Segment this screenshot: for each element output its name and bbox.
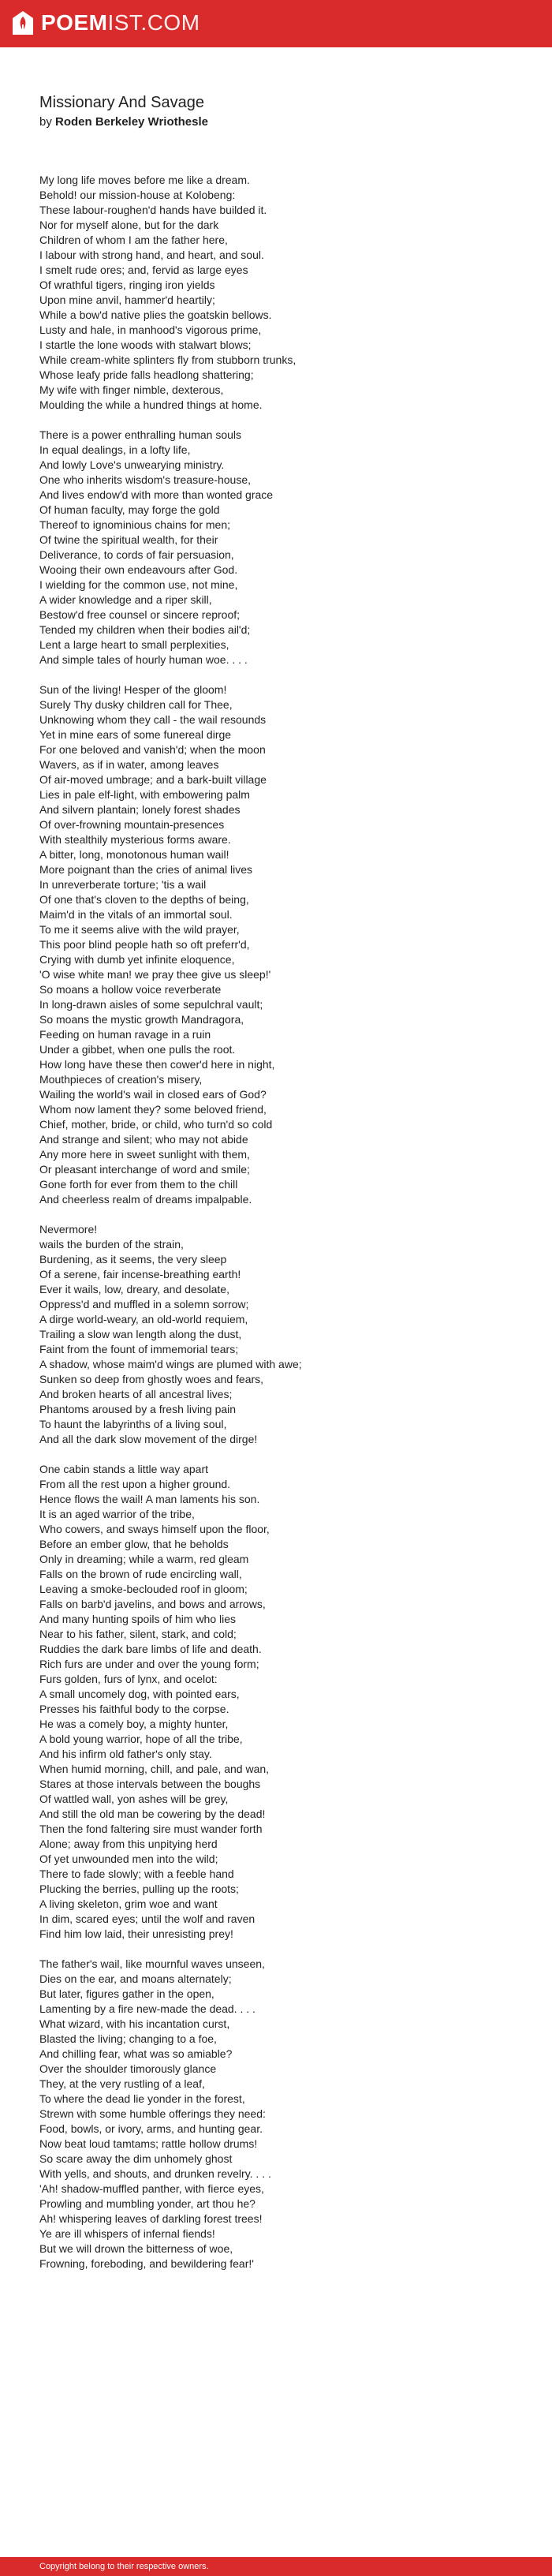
poem-line: Burdening, as it seems, the very sleep xyxy=(39,1253,227,1266)
poem-line: Before an ember glow, that he beholds xyxy=(39,1538,229,1550)
poem-line: Maim'd in the vitals of an immortal soul. xyxy=(39,908,233,921)
poem-line: Near to his father, silent, stark, and cold; xyxy=(39,1628,237,1640)
poem-line: A shadow, whose maim'd wings are plumed with awe; xyxy=(39,1358,302,1370)
poem-line: To me it seems alive with the wild prayer, xyxy=(39,923,240,936)
poem-line: Falls on barb'd javelins, and bows and arrows, xyxy=(39,1598,266,1610)
poem-line: And chilling fear, what was so amiable? xyxy=(39,2047,233,2060)
poem-line: A bold young warrior, hope of all the tribe, xyxy=(39,1733,243,1745)
stanza xyxy=(39,1957,528,2271)
poem-line: Of twine the spiritual wealth, for their xyxy=(39,533,218,546)
poem-line: Whose leafy pride falls headlong shattering; xyxy=(39,368,254,381)
stanza xyxy=(39,428,528,667)
poem-line: Nevermore! xyxy=(39,1223,98,1236)
poem-line: Moulding the while a hundred things at home. xyxy=(39,398,263,411)
poem-line: There is a power enthralling human souls xyxy=(39,428,242,441)
poem-line: And all the dark slow movement of the dirge! xyxy=(39,1433,258,1445)
poem-line: Behold! our mission-house at Kolobeng: xyxy=(39,189,236,201)
poem-line: Rich furs are under and over the young form; xyxy=(39,1658,259,1670)
poem-body xyxy=(39,173,528,2286)
poem-line: Faint from the fount of immemorial tears; xyxy=(39,1343,239,1355)
poem-line: Wooing their own endeavours after God. xyxy=(39,563,238,576)
author-link[interactable]: Roden Berkeley Wriothesle xyxy=(55,115,208,129)
poem-line: Wailing the world's wail in closed ears of God? xyxy=(39,1088,267,1101)
poem-line: My long life moves before me like a dream. xyxy=(39,174,250,186)
site-logo-link[interactable] xyxy=(11,9,200,36)
poem-line: And his infirm old father's only stay. xyxy=(39,1748,212,1760)
poem-line: He was a comely boy, a mighty hunter, xyxy=(39,1718,229,1730)
poem-line: Leaving a smoke-beclouded roof in gloom; xyxy=(39,1583,248,1595)
poem-line: With stealthily mysterious forms aware. xyxy=(39,833,231,846)
stanza xyxy=(39,173,528,413)
poem-line: Of a serene, fair incense-breathing earth! xyxy=(39,1268,241,1281)
poem-line: More poignant than the cries of animal lives xyxy=(39,863,253,876)
poem-line: While a bow'd native plies the goatskin bellows. xyxy=(39,308,272,321)
poem-line: Under a gibbet, when one pulls the root. xyxy=(39,1043,236,1056)
poem-line: In long-drawn aisles of some sepulchral vault; xyxy=(39,998,263,1011)
poem-line: So scare away the dim unhomely ghost xyxy=(39,2152,233,2165)
poem-line: Hence flows the wail! A man laments his son. xyxy=(39,1493,260,1505)
poem-header xyxy=(39,92,513,130)
poem-byline xyxy=(39,114,513,130)
poem-line: Lamenting by a fire new-made the dead. . . . xyxy=(39,2002,255,2015)
poem-line: To where the dead lie yonder in the forest, xyxy=(39,2092,245,2105)
poem-line: Phantoms aroused by a fresh living pain xyxy=(39,1403,237,1415)
poem-line: 'O wise white man! we pray thee give us sleep!' xyxy=(39,968,271,981)
poem-line: Of over-frowning mountain-presences xyxy=(39,818,225,831)
quill-icon xyxy=(11,10,35,36)
brand-rest: IST.COM xyxy=(107,10,200,35)
poem-line: Surely Thy dusky children call for Thee, xyxy=(39,698,233,711)
stanza xyxy=(39,1222,528,1447)
poem-line: Lusty and hale, in manhood's vigorous prime, xyxy=(39,323,262,336)
poem-line: Upon mine anvil, hammer'd heartily; xyxy=(39,293,215,306)
stanza xyxy=(39,682,528,1207)
poem-line: Ruddies the dark bare limbs of life and death. xyxy=(39,1643,262,1655)
poem-line: Chief, mother, bride, or child, who turn'd so cold xyxy=(39,1118,273,1131)
poem-line: Plucking the berries, pulling up the roots; xyxy=(39,1882,239,1895)
poem-line: Of air-moved umbrage; and a bark-built village xyxy=(39,773,267,786)
poem-line: So moans the mystic growth Mandragora, xyxy=(39,1013,244,1026)
poem-line: And still the old man be cowering by the dead! xyxy=(39,1808,266,1820)
poem-line: Of wrathful tigers, ringing iron yields xyxy=(39,279,215,291)
poem-line: Who cowers, and sways himself upon the floor, xyxy=(39,1523,270,1535)
poem-line: Nor for myself alone, but for the dark xyxy=(39,219,219,231)
poem-line: Any more here in sweet sunlight with them, xyxy=(39,1148,250,1161)
poem-line: A wider knowledge and a riper skill, xyxy=(39,593,212,606)
poem-line: There to fade slowly; with a feeble hand xyxy=(39,1868,234,1880)
poem-line: Bestow'd free counsel or sincere reproof; xyxy=(39,608,241,621)
poem-line: And cheerless realm of dreams impalpable. xyxy=(39,1193,252,1206)
poem-line: Thereof to ignominious chains for men; xyxy=(39,518,231,531)
poem-line: While cream-white splinters fly from stubborn trunks, xyxy=(39,353,297,366)
poem-line: Falls on the brown of rude encircling wall, xyxy=(39,1568,242,1580)
poem-line: Over the shoulder timorously glance xyxy=(39,2062,217,2075)
poem-line: I labour with strong hand, and heart, and soul. xyxy=(39,249,264,261)
poem-line: Now beat loud tamtams; rattle hollow drums! xyxy=(39,2137,258,2150)
poem-line: Only in dreaming; while a warm, red gleam xyxy=(39,1553,249,1565)
poem-line: Stares at those intervals between the boughs xyxy=(39,1778,261,1790)
poem-line: Feeding on human ravage in a ruin xyxy=(39,1028,211,1041)
poem-line: Or pleasant interchange of word and smile; xyxy=(39,1163,250,1176)
copyright-text: Copyright belong to their respective owners. xyxy=(39,2562,209,2571)
poem-line: But later, figures gather in the open, xyxy=(39,1987,214,2000)
poem-line: Unknowing whom they call - the wail resounds xyxy=(39,713,267,726)
poem-line: Children of whom I am the father here, xyxy=(39,234,228,246)
poem-line: Blasted the living; changing to a foe, xyxy=(39,2032,217,2045)
poem-line: Wavers, as if in water, among leaves xyxy=(39,758,219,771)
poem-line: Lent a large heart to small perplexities, xyxy=(39,638,229,651)
poem-line: A dirge world-weary, an old-world requiem, xyxy=(39,1313,248,1325)
poem-line: What wizard, with his incantation curst, xyxy=(39,2017,230,2030)
poem-line: Gone forth for ever from them to the chill xyxy=(39,1178,238,1191)
poem-line: When humid morning, chill, and pale, and wan, xyxy=(39,1763,270,1775)
poem-line: And silvern plantain; lonely forest shades xyxy=(39,803,241,816)
poem-line: Presses his faithful body to the corpse. xyxy=(39,1703,229,1715)
poem-line: And broken hearts of all ancestral lives; xyxy=(39,1388,233,1400)
poem-line: This poor blind people hath so oft preferr'd, xyxy=(39,938,250,951)
poem-line: Strewn with some humble offerings they need: xyxy=(39,2107,266,2120)
stanza xyxy=(39,1462,528,1942)
site-footer xyxy=(0,2557,552,2576)
poem-line: I wielding for the common use, not mine, xyxy=(39,578,238,591)
poem-line: So moans a hollow voice reverberate xyxy=(39,983,222,996)
poem-line: Deliverance, to cords of fair persuasion, xyxy=(39,548,234,561)
poem-line: Tended my children when their bodies ail'd; xyxy=(39,623,251,636)
poem-line: A small uncomely dog, with pointed ears, xyxy=(39,1688,240,1700)
poem-line: Dies on the ear, and moans alternately; xyxy=(39,1972,232,1985)
poem-line: And many hunting spoils of him who lies xyxy=(39,1613,237,1625)
poem-line: Yet in mine ears of some funereal dirge xyxy=(39,728,232,741)
poem-line: Whom now lament they? some beloved friend, xyxy=(39,1103,267,1116)
poem-line: 'Ah! shadow-muffled panther, with fierce eyes, xyxy=(39,2182,264,2195)
poem-line: How long have these then cower'd here in night, xyxy=(39,1058,275,1071)
poem-line: Food, bowls, or ivory, arms, and hunting gear. xyxy=(39,2122,263,2135)
by-label: by xyxy=(39,115,52,129)
poem-line: And lowly Love's unwearying ministry. xyxy=(39,458,225,471)
poem-line: Oppress'd and muffled in a solemn sorrow; xyxy=(39,1298,249,1310)
poem-line: Sunken so deep from ghostly woes and fears, xyxy=(39,1373,264,1385)
poem-line: Sun of the living! Hesper of the gloom! xyxy=(39,683,227,696)
poem-line: Lies in pale elf-light, with embowering palm xyxy=(39,788,250,801)
poem-line: But we will drown the bitterness of woe, xyxy=(39,2242,233,2255)
poem-line: One who inherits wisdom's treasure-house, xyxy=(39,473,252,486)
poem-line: To haunt the labyrinths of a living soul, xyxy=(39,1418,227,1430)
site-header xyxy=(0,0,552,47)
poem-line: Frowning, foreboding, and bewildering fear!' xyxy=(39,2257,254,2270)
poem-line: I startle the lone woods with stalwart blows; xyxy=(39,338,252,351)
poem-line: Of human faculty, may forge the gold xyxy=(39,503,220,516)
poem-line: Furs golden, furs of lynx, and ocelot: xyxy=(39,1673,218,1685)
poem-line: Prowling and mumbling yonder, art thou he? xyxy=(39,2197,255,2210)
poem-line: In dim, scared eyes; until the wolf and raven xyxy=(39,1912,255,1925)
poem-line: They, at the very rustling of a leaf, xyxy=(39,2077,205,2090)
poem-line: A living skeleton, grim woe and want xyxy=(39,1897,218,1910)
poem-line: Of yet unwounded men into the wild; xyxy=(39,1853,218,1865)
poem-line: wails the burden of the strain, xyxy=(39,1238,184,1251)
poem-line: The father's wail, like mournful waves unseen, xyxy=(39,1957,265,1970)
poem-line: One cabin stands a little way apart xyxy=(39,1463,209,1475)
poem-line: And lives endow'd with more than wonted grace xyxy=(39,488,274,501)
poem-line: Trailing a slow wan length along the dust, xyxy=(39,1328,242,1340)
poem-line: A bitter, long, monotonous human wail! xyxy=(39,848,229,861)
poem-line: Find him low laid, their unresisting prey! xyxy=(39,1927,233,1940)
poem-line: Ever it wails, low, dreary, and desolate, xyxy=(39,1283,229,1295)
poem-line: My wife with finger nimble, dexterous, xyxy=(39,383,224,396)
poem-line: Ah! whispering leaves of darkling forest trees! xyxy=(39,2212,263,2225)
poem-line: These labour-roughen'd hands have builded it. xyxy=(39,204,267,216)
poem-line: It is an aged warrior of the tribe, xyxy=(39,1508,195,1520)
poem-line: Mouthpieces of creation's misery, xyxy=(39,1073,203,1086)
poem-line: Of one that's cloven to the depths of being, xyxy=(39,893,249,906)
poem-line: Alone; away from this unpitying herd xyxy=(39,1838,218,1850)
poem-line: And simple tales of hourly human woe. . . . xyxy=(39,653,248,666)
poem-title: Missionary And Savage xyxy=(39,94,205,111)
poem-line: In unreverberate torture; 'tis a wail xyxy=(39,878,207,891)
brand-name xyxy=(41,9,200,36)
poem-line: With yells, and shouts, and drunken revelry. . . . xyxy=(39,2167,271,2180)
poem-line: In equal dealings, in a lofty life, xyxy=(39,443,191,456)
brand-bold: POEM xyxy=(41,10,108,35)
poem-line: Crying with dumb yet infinite eloquence, xyxy=(39,953,235,966)
poem-line: From all the rest upon a higher ground. xyxy=(39,1478,231,1490)
poem-line: Of wattled wall, yon ashes will be grey, xyxy=(39,1793,229,1805)
poem-line: For one beloved and vanish'd; when the moon xyxy=(39,743,266,756)
poem-line: Then the fond faltering sire must wander forth xyxy=(39,1823,263,1835)
poem-line: And strange and silent; who may not abide xyxy=(39,1133,248,1146)
poem-line: I smelt rude ores; and, fervid as large eyes xyxy=(39,264,248,276)
poem-line: Ye are ill whispers of infernal fiends! xyxy=(39,2227,215,2240)
